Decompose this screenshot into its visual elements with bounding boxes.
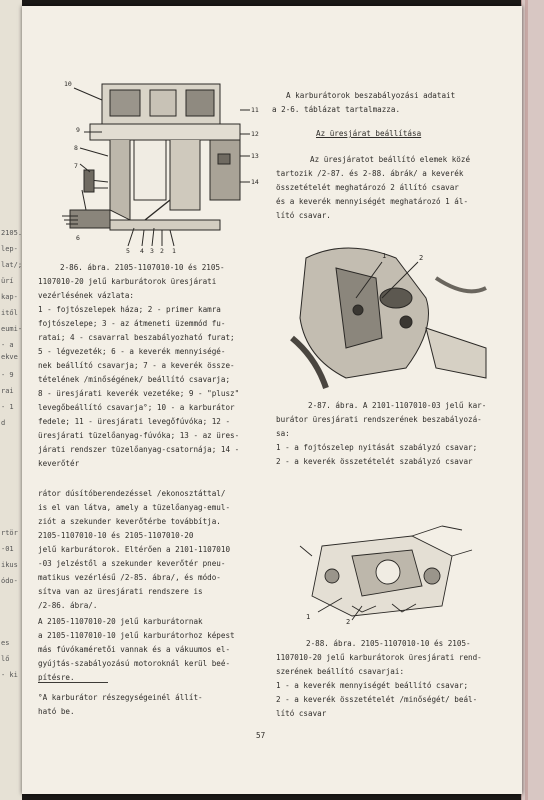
caption-line: 2 - a keverék összetételét /minőségét/ beál- (276, 695, 478, 704)
fig286-label: 13 (251, 152, 259, 160)
fig287-label: 1 (382, 252, 387, 260)
book-edge (521, 0, 544, 800)
figure-2-88-diagram (292, 516, 492, 626)
caption-line: sa: (276, 429, 290, 438)
figure-2-86-diagram (50, 70, 260, 256)
body-line: 2105-1107010-10 és 2105-1107010-20 (38, 531, 194, 540)
caption-line: ratai; 4 - csavarral beszabályozható furat; (38, 333, 235, 342)
body-line: is el van látva, amely a tüzelőanyag-emul- (38, 503, 231, 512)
footnote-line: ható be. (38, 707, 75, 716)
body-line: rátor dúsítóberendezéssel /ekonosztáttal/ (38, 489, 226, 498)
caption-line: keverőtér (38, 459, 80, 468)
left-page-fragment: 2105. (1, 229, 22, 237)
caption-line: 2-87. ábra. A 2101-1107010-03 jelű kar- (308, 401, 487, 410)
fig286-label: 14 (251, 178, 259, 186)
body-line: Az üresjáratot beállító elemek közé (310, 155, 471, 164)
left-page-fragment: ikus (1, 561, 18, 569)
left-page-fragment: ürí (1, 277, 14, 285)
body-line: -03 jelzéstől a szekunder keverőtér pneu- (38, 559, 226, 568)
intro-line: A karburátorok beszabályozási adatait (286, 91, 456, 100)
fig286-label: 8 (74, 144, 78, 152)
fig286-label: 4 (140, 247, 144, 255)
body-line: összetételét meghatározó 2 állító csavar (276, 183, 459, 192)
caption-line: 1 - a fojtószelep nyitását szabályzó csavar; (276, 443, 478, 452)
body-line: matikus vezérlésű /2-85. ábra/, és módo- (38, 573, 221, 582)
body-line: pítésre. (38, 673, 75, 682)
body-line: a 2105-1107010-10 jelű karburátorhoz képest (38, 631, 235, 640)
fig286-label: 6 (76, 234, 80, 242)
left-page-fragment: - a (1, 341, 14, 349)
caption-line: 1107010-20 jelű karburátorok üresjárati rend- (276, 653, 482, 662)
body-line: jelű karburátorok. Eltérően a 2101-1107010 (38, 545, 231, 554)
left-page-fragment: ekve (1, 353, 18, 361)
body-line: sítva van az üresjárati rendszere is (38, 587, 203, 596)
caption-line: 5 - légvezeték; 6 - a keverék mennyiségé- (38, 347, 226, 356)
body-line: lító csavar. (276, 211, 331, 220)
fig288-label: 2 (346, 618, 351, 626)
body-line: és a keverék mennyiségét meghatározó 1 ál- (276, 197, 469, 206)
left-page-fragment: itől (1, 309, 18, 317)
caption-line: 1 - fojtószelepek háza; 2 - primer kamra (38, 305, 221, 314)
document-page (22, 6, 522, 794)
fig286-label: 7 (74, 162, 78, 170)
left-page-fragment: es (1, 639, 10, 647)
body-line: ziót a szekunder keverőtérbe továbbítja. (38, 517, 221, 526)
caption-line: 2 - a keverék összetételét szabályzó csavar (276, 457, 473, 466)
body-line: /2-86. ábra/. (38, 601, 98, 610)
caption-line: üresjárati tüzelőanyag-fúvóka; 13 - az üres- (38, 431, 240, 440)
caption-line: 8 - üresjárati keverék vezetéke; 9 - "plusz" (38, 389, 240, 398)
left-page-fragment: lep- (1, 245, 18, 253)
caption-line: levegőbeállító csavarja°; 10 - a karburátor (38, 403, 235, 412)
left-page-fragment: lő (1, 655, 10, 663)
fig286-label: 12 (251, 130, 259, 138)
fig287-label: 2 (419, 254, 424, 262)
left-page-fragment: ódo- (1, 577, 18, 585)
footnote-line: °A karburátor részegységeinél állít- (38, 693, 203, 702)
fig286-label: 5 (126, 247, 130, 255)
footnote-rule (38, 682, 108, 683)
caption-line: járati rendszer tüzelőanyag-csatornája; 14 - (38, 445, 240, 454)
fig286-label: 11 (251, 106, 259, 114)
fig286-label: 9 (76, 126, 80, 134)
caption-line: tételének /minőségének/ beállító csavarja; (38, 375, 231, 384)
caption-line: 1107010-20 jelű karburátorok üresjárati (38, 277, 217, 286)
left-page-fragment: rai (1, 387, 14, 395)
caption-line: 1 - a keverék mennyiségét beállító csavar; (276, 681, 469, 690)
left-page-fragment: eumi- (1, 325, 22, 333)
left-page-fragment: lat/; (1, 261, 22, 269)
body-line: tartozik /2-87. és 2-88. ábrák/ a keverék (276, 169, 464, 178)
caption-line: 2-88. ábra. 2105-1107010-10 és 2105- (306, 639, 471, 648)
left-page-edge (0, 0, 22, 800)
fig288-label: 1 (306, 613, 311, 621)
caption-line: burátor üresjárati rendszerének beszabályozá- (276, 415, 482, 424)
caption-line: 2-86. ábra. 2105-1107010-10 és 2105- (60, 263, 225, 272)
caption-line: szerének beállító csavarjai: (276, 667, 405, 676)
body-line: A 2105-1107010-20 jelű karburátornak (38, 617, 203, 626)
caption-line: vezérlésének vázlata: (38, 291, 135, 300)
left-page-fragment: d (1, 419, 6, 427)
body-line: más fúvókaméretői vannak és a vákuumos el- (38, 645, 231, 654)
left-page-fragment: kap- (1, 293, 18, 301)
fig286-label: 1 (172, 247, 176, 255)
left-page-fragment: - 9 (1, 371, 14, 379)
left-page-fragment: - ki (1, 671, 18, 679)
left-page-fragment: rtör (1, 529, 18, 537)
left-page-fragment: -01 (1, 545, 14, 553)
caption-line: fedele; 11 - üresjárati levegőfúvóka; 12 - (38, 417, 231, 426)
section-heading: Az üresjárat beállítása (316, 129, 422, 138)
body-line: gyújtás-szabályozású motoroknál kerül beé- (38, 659, 231, 668)
fig286-label: 3 (150, 247, 154, 255)
left-page-fragment: - 1 (1, 403, 14, 411)
caption-line: lító csavar (276, 709, 327, 718)
intro-line: a 2-6. táblázat tartalmazza. (272, 105, 401, 114)
caption-line: fojtószelepe; 3 - az átmeneti üzemmód fu- (38, 319, 226, 328)
page-number: 57 (256, 731, 266, 740)
caption-line: nek beállító csavarja; 7 - a keverék össze- (38, 361, 235, 370)
fig286-label: 10 (64, 80, 72, 88)
figure-2-87-photo (286, 238, 496, 390)
fig286-label: 2 (160, 247, 164, 255)
